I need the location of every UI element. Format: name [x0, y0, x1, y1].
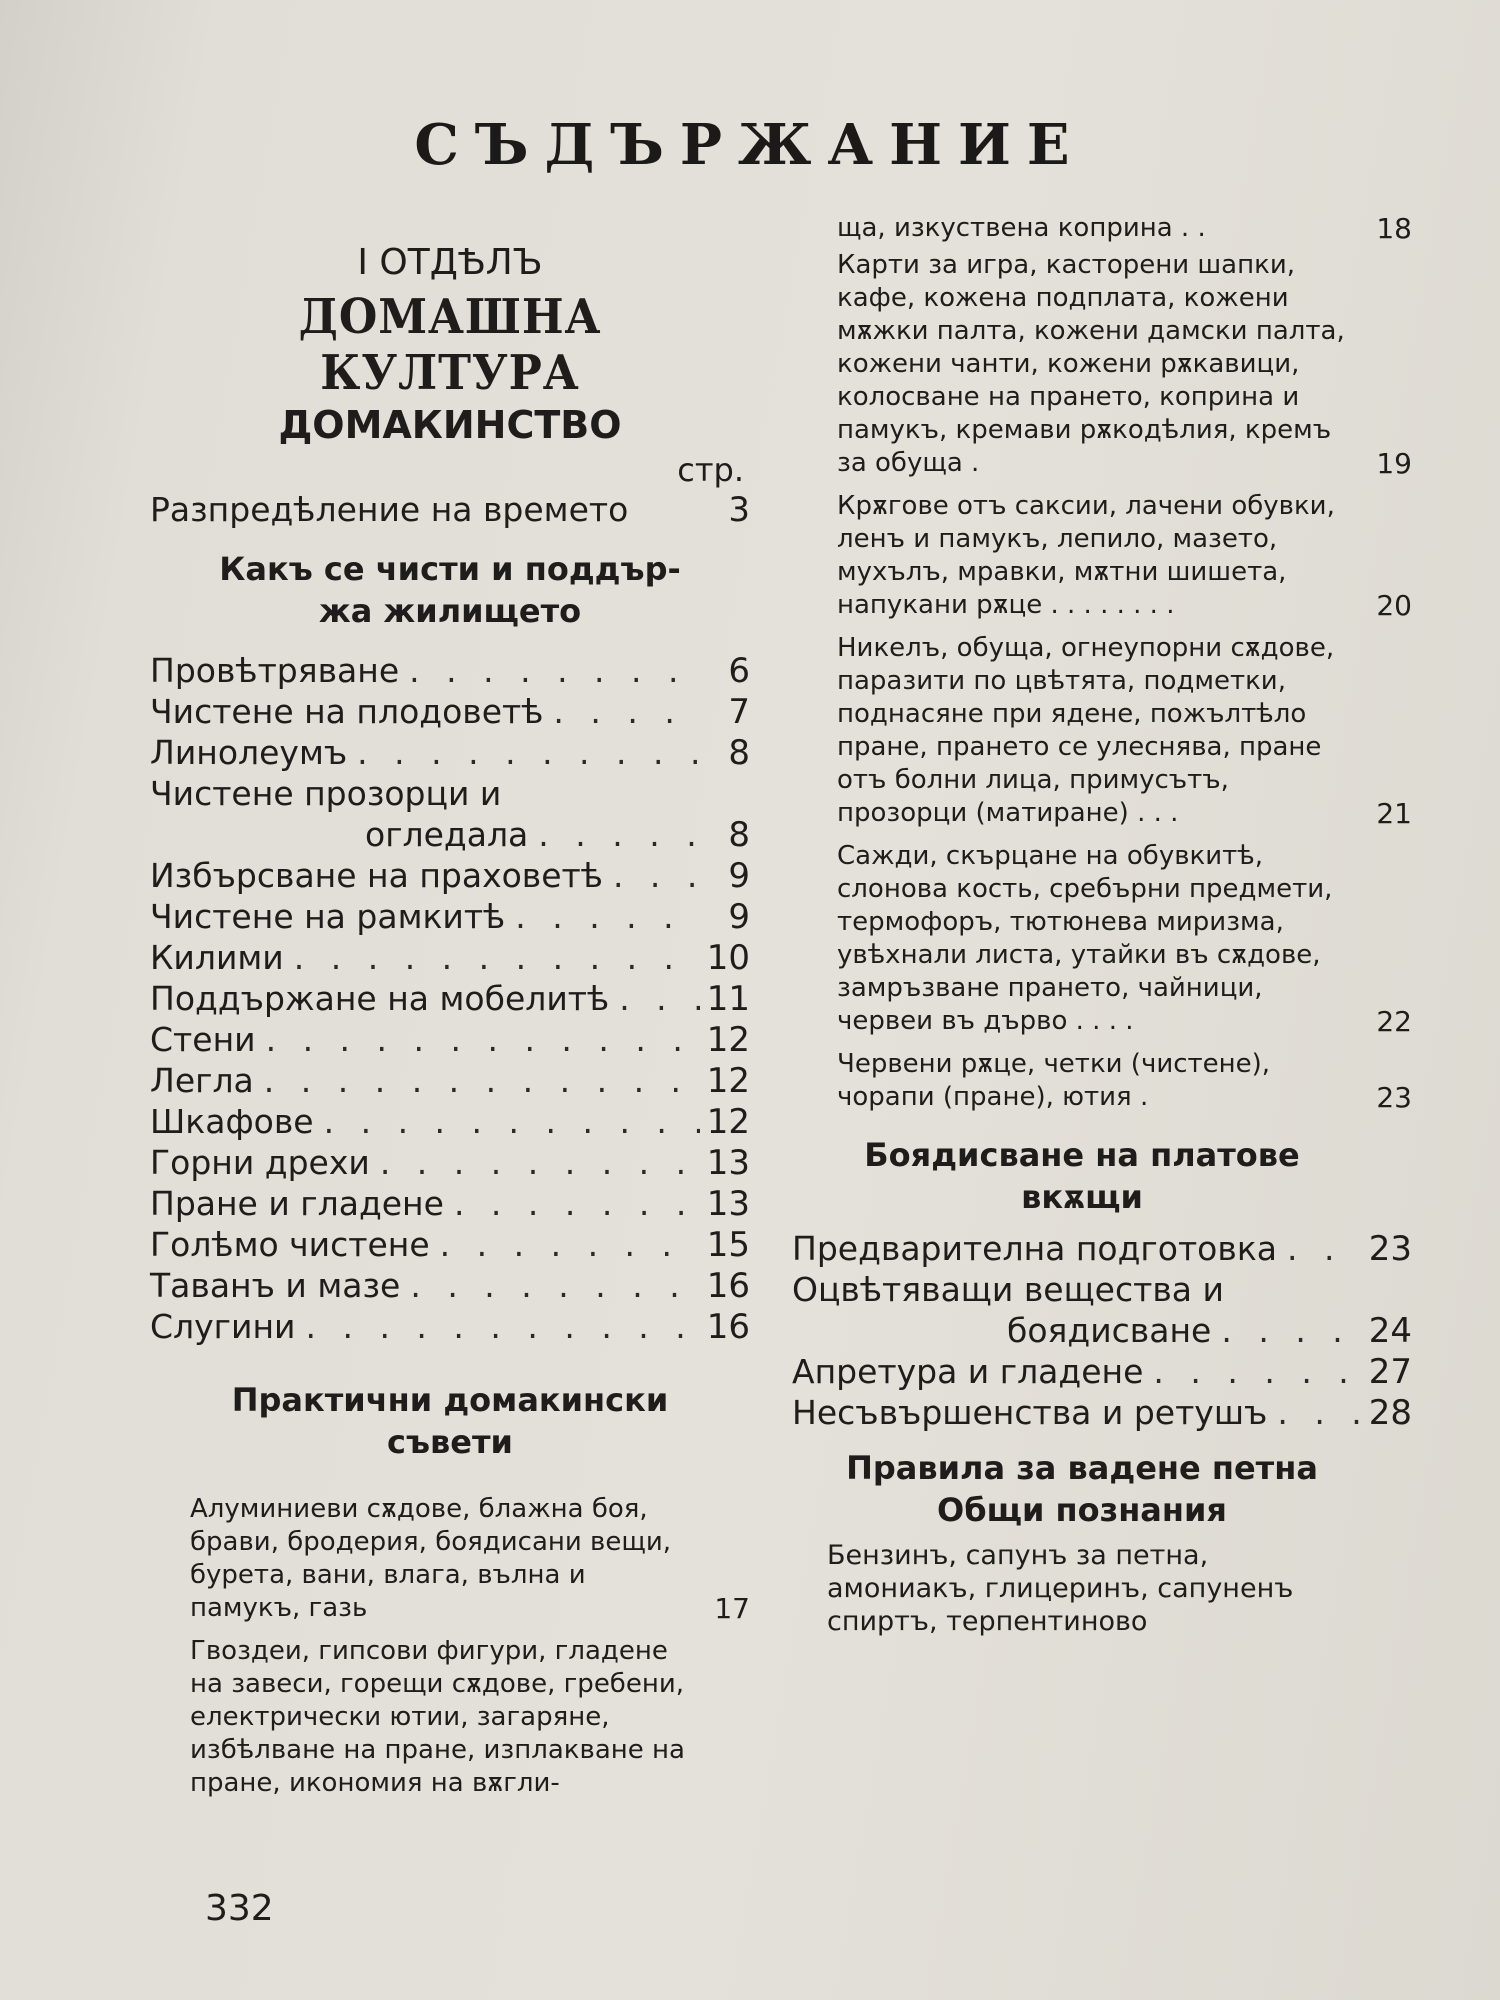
toc-entry-text: Килими [150, 938, 284, 977]
heading-dyeing: Боядисване на платове вкѫщи [864, 1136, 1300, 1216]
toc-entry [792, 1351, 1412, 1392]
tips-paragraph-page: 19 [1376, 447, 1412, 480]
tips-paragraph-page: 17 [714, 1592, 750, 1625]
toc-entry [150, 978, 750, 1019]
heading-practical-tips: Практични домакински съвети [231, 1381, 669, 1461]
tips-paragraph-text: Алуминиеви сѫдове, блажна боя, брави, бродерия, боядисани вещи, бурета, вани, влага, вълна и памукъ, газь [190, 1494, 672, 1623]
toc-entry [792, 1310, 1412, 1351]
toc-entry [150, 855, 750, 896]
toc-entry-text: Разпредѣление на времето [150, 490, 629, 529]
toc-entry [150, 773, 750, 814]
practical-tips-list [150, 1493, 750, 1800]
toc-entry-text: Несъвършенства и ретушъ [792, 1393, 1268, 1432]
toc-entry [150, 1101, 750, 1142]
heading-cleaning: Какъ се чисти и поддър- жа жилището [219, 550, 681, 630]
toc-entry-text: Голѣмо чистене [150, 1225, 430, 1264]
toc-entry-text: Апретура и гладене [792, 1352, 1144, 1391]
heading-stain-removal: Правила за вадене петна Общи познания [846, 1449, 1318, 1529]
tips-paragraph [792, 1048, 1412, 1114]
toc-entry-text: Предварителна подготовка [792, 1229, 1277, 1268]
page-number: 332 [205, 1888, 274, 1929]
dot-leader [430, 1224, 700, 1265]
toc-entry [150, 896, 750, 937]
toc-entry-text: Линолеумъ [150, 733, 348, 772]
tips-paragraph [792, 1539, 1412, 1638]
toc-entry-text: Поддържане на мобелитѣ [150, 979, 610, 1018]
page-column-label: стр. [677, 451, 744, 489]
toc-entry [150, 1224, 750, 1265]
tips-paragraph-text: Крѫгове отъ саксии, лачени обувки, ленъ и памукъ, лепило, мазето, мухълъ, мравки, мѫтни шишета, напукани рѫце . . . . . . . . [837, 491, 1335, 620]
tips-paragraph-page: 23 [1376, 1081, 1412, 1114]
toc-entry-text: Шкафове [150, 1102, 314, 1141]
toc-entry-text: Оцвѣтяващи вещества и [792, 1270, 1224, 1309]
section-label: I ОТДѢЛЪ [357, 242, 543, 283]
toc-entry-page: 24 [1368, 1311, 1412, 1351]
toc-entry-page: 6 [728, 651, 750, 691]
tips-paragraph-text: Бензинъ, сапунъ за петна, амониакъ, глицеринъ, сапуненъ спиртъ, терпентиново [827, 1540, 1294, 1637]
toc-entry [792, 1392, 1412, 1433]
page-title: СЪДЪРЖАНИЕ [414, 112, 1086, 178]
toc-list-dyeing [792, 1228, 1412, 1433]
tips-paragraph-page: 21 [1376, 797, 1412, 830]
dot-leader [295, 1306, 700, 1347]
tips-paragraph-page: 20 [1376, 589, 1412, 622]
toc-entry [150, 732, 750, 773]
toc-entry [150, 1306, 750, 1347]
dot-leader [314, 1101, 700, 1142]
tips-paragraph-page: 22 [1376, 1005, 1412, 1038]
dot-leader [543, 691, 700, 732]
toc-entry [792, 1228, 1412, 1269]
toc-entry-page: 16 [706, 1266, 750, 1306]
left-column [150, 232, 750, 1800]
toc-entry-page: 7 [728, 692, 750, 732]
dot-leader [347, 732, 700, 773]
tips-paragraph [190, 1493, 750, 1625]
dot-leader [1267, 1392, 1362, 1433]
toc-entry-text: Чистене на рамкитѣ [150, 897, 506, 936]
toc-entry-page: 12 [706, 1061, 750, 1101]
tips-paragraph-text: Сажди, скърцане на обувкитѣ, слонова кость, сребърни предмети, термофоръ, тютюнева миризма, увѣхнали листа, утайки въ сѫдове, замръзване прането, чайници, червеи въ дърво . . . . [837, 841, 1333, 1036]
toc-entry-page: 11 [706, 979, 750, 1019]
dot-leader [1143, 1351, 1362, 1392]
tips-paragraph [792, 632, 1412, 830]
tips-paragraph [792, 840, 1412, 1038]
dot-leader [609, 978, 700, 1019]
toc-entry [150, 1019, 750, 1060]
dot-leader [256, 1019, 700, 1060]
dot-leader [1211, 1310, 1362, 1351]
toc-entry-text: Чистене на плодоветѣ [150, 692, 544, 731]
toc-entry-text: Таванъ и мазе [150, 1266, 401, 1305]
toc-entry-text: Стени [150, 1020, 256, 1059]
toc-entry-page: 8 [728, 815, 750, 855]
tips-paragraph-text: ща, изкуствена коприна . . [837, 213, 1206, 243]
right-column [792, 212, 1412, 1638]
tips-paragraph-page: 18 [1376, 212, 1412, 245]
tips-paragraph [792, 249, 1412, 480]
toc-entry-page: 9 [728, 897, 750, 937]
toc-entry-page: 12 [706, 1020, 750, 1060]
toc-entry-page: 28 [1368, 1393, 1412, 1433]
tips-paragraph [190, 1635, 750, 1800]
toc-entry-page: 10 [706, 938, 750, 978]
toc-entry [150, 1142, 750, 1183]
dot-leader [284, 937, 700, 978]
toc-entry [792, 1269, 1412, 1310]
dot-leader [254, 1060, 700, 1101]
toc-entry-page: 3 [728, 490, 750, 530]
toc-entry-page: 12 [706, 1102, 750, 1142]
toc-entry [150, 1265, 750, 1306]
tips-paragraph [792, 212, 1412, 245]
toc-entry-page: 23 [1368, 1229, 1412, 1269]
toc-entry-page: 13 [706, 1143, 750, 1183]
toc-entry [150, 1060, 750, 1101]
toc-entry [150, 489, 750, 530]
tips-paragraph-text: Никелъ, обуща, огнеупорни сѫдове, паразити по цвѣтята, подметки, поднасяне при ядене, пожълтѣло пране, прането се улеснява, пране отъ болни лица, примусътъ, прозорци (матиране) . . . [837, 633, 1335, 828]
toc-entry-page: 16 [706, 1307, 750, 1347]
toc-list-cleaning [150, 650, 750, 1347]
dot-leader [370, 1142, 700, 1183]
toc-entry-page: 27 [1368, 1352, 1412, 1392]
dot-leader [505, 896, 700, 937]
culture-heading: ДОМАШНА КУЛТУРА [298, 289, 602, 401]
toc-entry [150, 814, 750, 855]
toc-entry-text: боядисване [1007, 1311, 1212, 1350]
toc-entry-page: 15 [706, 1225, 750, 1265]
dot-leader [603, 855, 700, 896]
toc-entry [150, 937, 750, 978]
tips-paragraph-text: Гвоздеи, гипсови фигури, гладене на завеси, горещи сѫдове, гребени, електрически ютии, загаряне, избѣлване на пране, изплакване на пране, икономия на вѫгли- [190, 1636, 685, 1798]
toc-entry-page: 8 [728, 733, 750, 773]
toc-entry-text: Чистене прозорци и [150, 774, 502, 813]
tips-paragraph-text: Червени рѫце, четки (чистене), чорапи (пране), ютия . [837, 1049, 1271, 1112]
toc-entry [150, 691, 750, 732]
toc-entry-text: огледала [365, 815, 529, 854]
tips-paragraph-text: Карти за игра, касторени шапки, кафе, кожена подплата, кожени мѫжки палта, кожени дамски палта, кожени чанти, кожени рѫкавици, колосване на прането, коприна и памукъ, кремави рѫкодѣлия, кремъ за обуща . [837, 250, 1345, 478]
dot-leader [400, 1265, 700, 1306]
toc-entry [150, 1183, 750, 1224]
toc-entry-text: Слугини [150, 1307, 296, 1346]
household-heading: ДОМАКИНСТВО [278, 403, 622, 447]
toc-entry-text: Пране и гладене [150, 1184, 444, 1223]
toc-entry-page: 9 [728, 856, 750, 896]
dot-leader [1277, 1228, 1362, 1269]
toc-entry [150, 650, 750, 691]
dot-leader [528, 814, 700, 855]
toc-entry-page: 13 [706, 1184, 750, 1224]
tips-paragraph [792, 490, 1412, 622]
toc-entry-text: Горни дрехи [150, 1143, 370, 1182]
toc-entry-text: Легла [150, 1061, 254, 1100]
dot-leader [444, 1183, 700, 1224]
dot-leader [399, 650, 700, 691]
toc-entry-text: Избърсване на праховетѣ [150, 856, 603, 895]
toc-entry-text: Провѣтряване [150, 651, 400, 690]
